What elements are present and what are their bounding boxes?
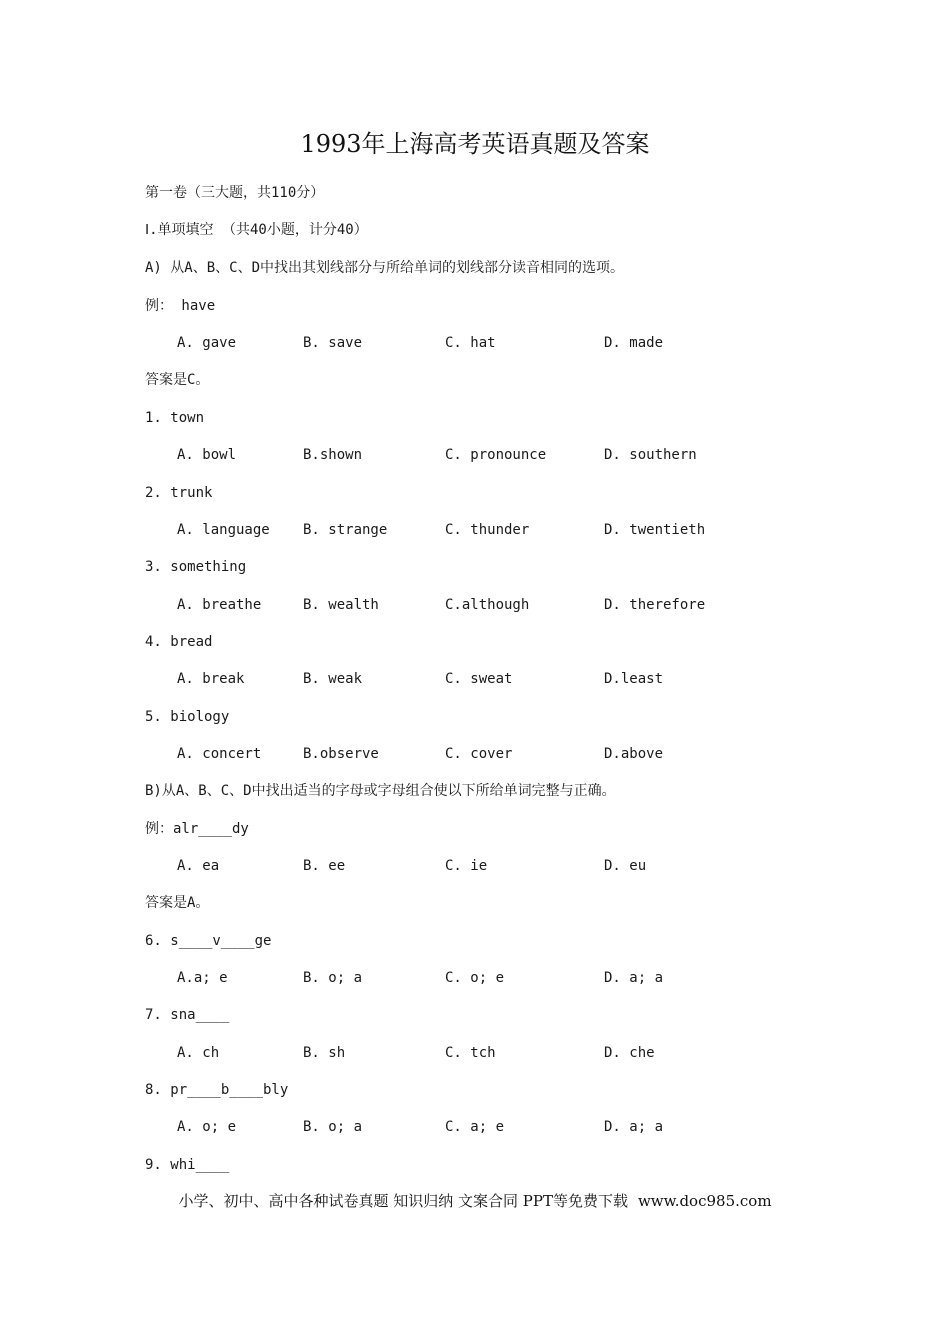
option-c: C. tch	[445, 1045, 496, 1061]
option-d: D. southern	[604, 447, 697, 463]
option-b: B. sh	[303, 1045, 346, 1061]
paper-section-heading: 第一卷（三大题，共110分）	[145, 185, 325, 201]
question-3-stem: 3. something	[145, 559, 247, 575]
option-a: A. concert	[177, 746, 262, 762]
footer-banner	[0, 1190, 950, 1211]
option-b: B. weak	[303, 671, 363, 687]
option-d: D.above	[604, 746, 664, 762]
option-b: B. o; a	[303, 1119, 363, 1135]
option-d: D.least	[604, 671, 664, 687]
option-c: C.although	[445, 597, 530, 613]
option-c: C. cover	[445, 746, 513, 762]
option-b: B. o; a	[303, 970, 363, 986]
option-d: D. made	[604, 335, 664, 351]
option-c: C. sweat	[445, 671, 513, 687]
option-d: D. a; a	[604, 1119, 664, 1135]
question-1-stem: 1. town	[145, 410, 205, 426]
question-7-stem: 7. sna____	[145, 1007, 230, 1023]
option-a: A. language	[177, 522, 270, 538]
option-a: A. breathe	[177, 597, 262, 613]
option-c: C. hat	[445, 335, 496, 351]
question-9-stem: 9. whi____	[145, 1157, 230, 1173]
part-heading: Ⅰ.单项填空 （共40小题，计分40）	[145, 222, 368, 238]
option-d: D. a; a	[604, 970, 664, 986]
option-a: A. gave	[177, 335, 237, 351]
option-a: A.a; e	[177, 970, 228, 986]
page-title: 1993年上海高考英语真题及答案	[300, 130, 650, 158]
option-a: A. ea	[177, 858, 220, 874]
option-c: C. pronounce	[445, 447, 547, 463]
option-b: B. strange	[303, 522, 388, 538]
option-a: A. break	[177, 671, 245, 687]
question-5-stem: 5. biology	[145, 709, 230, 725]
section-a-instruction: A) 从A、B、C、D中找出其划线部分与所给单词的划线部分读音相同的选项。	[145, 260, 624, 276]
question-8-stem: 8. pr____b____bly	[145, 1082, 289, 1098]
option-d: D. twentieth	[604, 522, 706, 538]
option-b: B. wealth	[303, 597, 379, 613]
option-a: A. o; e	[177, 1119, 237, 1135]
question-4-stem: 4. bread	[145, 634, 213, 650]
section-b-instruction: B)从A、B、C、D中找出适当的字母或字母组合使以下所给单词完整与正确。	[145, 783, 616, 799]
option-d: D. eu	[604, 858, 647, 874]
option-b: B. ee	[303, 858, 346, 874]
example-a-answer: 答案是C。	[145, 372, 210, 388]
footer-text: 小学、初中、高中各种试卷真题 知识归纳 文案合同 PPT等免费下载	[178, 1192, 628, 1210]
option-c: C. ie	[445, 858, 488, 874]
example-b-stem: 例：alr____dy	[145, 821, 249, 837]
option-c: C. o; e	[445, 970, 505, 986]
option-d: D. che	[604, 1045, 655, 1061]
question-2-stem: 2. trunk	[145, 485, 213, 501]
option-b: B. save	[303, 335, 363, 351]
footer-url[interactable]: www.doc985.com	[637, 1192, 772, 1210]
question-6-stem: 6. s____v____ge	[145, 933, 272, 949]
option-c: C. a; e	[445, 1119, 505, 1135]
option-b: B.observe	[303, 746, 379, 762]
option-a: A. bowl	[177, 447, 237, 463]
example-a-stem: 例： have	[145, 298, 216, 314]
option-d: D. therefore	[604, 597, 706, 613]
example-b-answer: 答案是A。	[145, 895, 210, 911]
option-a: A. ch	[177, 1045, 220, 1061]
option-c: C. thunder	[445, 522, 530, 538]
option-b: B.shown	[303, 447, 363, 463]
